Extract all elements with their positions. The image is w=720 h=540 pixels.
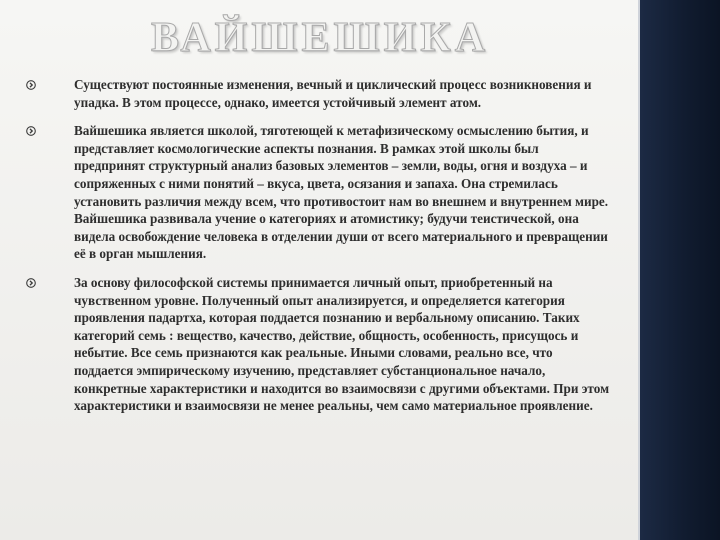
bullet-text: Существуют постоянные изменения, вечный и циклический процесс возникновения и упадка. В этом процессе, однако, имеется устойчивый элемент атом. bbox=[74, 77, 592, 110]
decorative-sidebar bbox=[640, 0, 720, 540]
circled-chevron-right-icon bbox=[26, 126, 36, 136]
bullet-text: Вайшешика является школой, тяготеющей к метафизическому осмыслению бытия, и представляет космологические аспекты познания. В рамках этой школы был предпринят структурный анализ базовых элементов – земли, воды, огня и воздуха – и сопряженных с ними понятий – вкуса, цвета, осязания и запаха. Она стремилась установить различия между всем, что противостоит нам во внешнем и внутреннем мире. Вайшешика развивала учение о категориях и атомистику; будучи теистической, она видела освобождение человека в отделении души от всего материального и превращении её в орган мышления. bbox=[74, 123, 609, 262]
bullet-item bbox=[26, 122, 611, 263]
bullet-item bbox=[26, 76, 611, 111]
bullet-text: За основу философской системы принимается личный опыт, приобретенный на чувственном уровне. Полученный опыт анализируется, и определяется категория проявления падартха, которая поддается познанию и вербальному описанию. Таких категорий семь : вещество, качество, действие, общность, особенность, присущось и небытие. Все семь признаются как реальные. Иными словами, реально все, что поддается эмпирическому изучению, представляет субстанциональное начало, конкретные характеристики и находится во взаимосвязи с другими объектами. При этом характеристики и взаимосвязи не менее реальны, чем само материальное проявление. bbox=[74, 274, 610, 414]
circled-chevron-right-icon bbox=[26, 278, 36, 288]
bullet-item bbox=[26, 274, 611, 415]
circled-chevron-right-icon bbox=[26, 80, 36, 90]
slide-title: ВАЙШЕШИКА bbox=[150, 15, 490, 61]
bullet-list bbox=[26, 76, 611, 426]
